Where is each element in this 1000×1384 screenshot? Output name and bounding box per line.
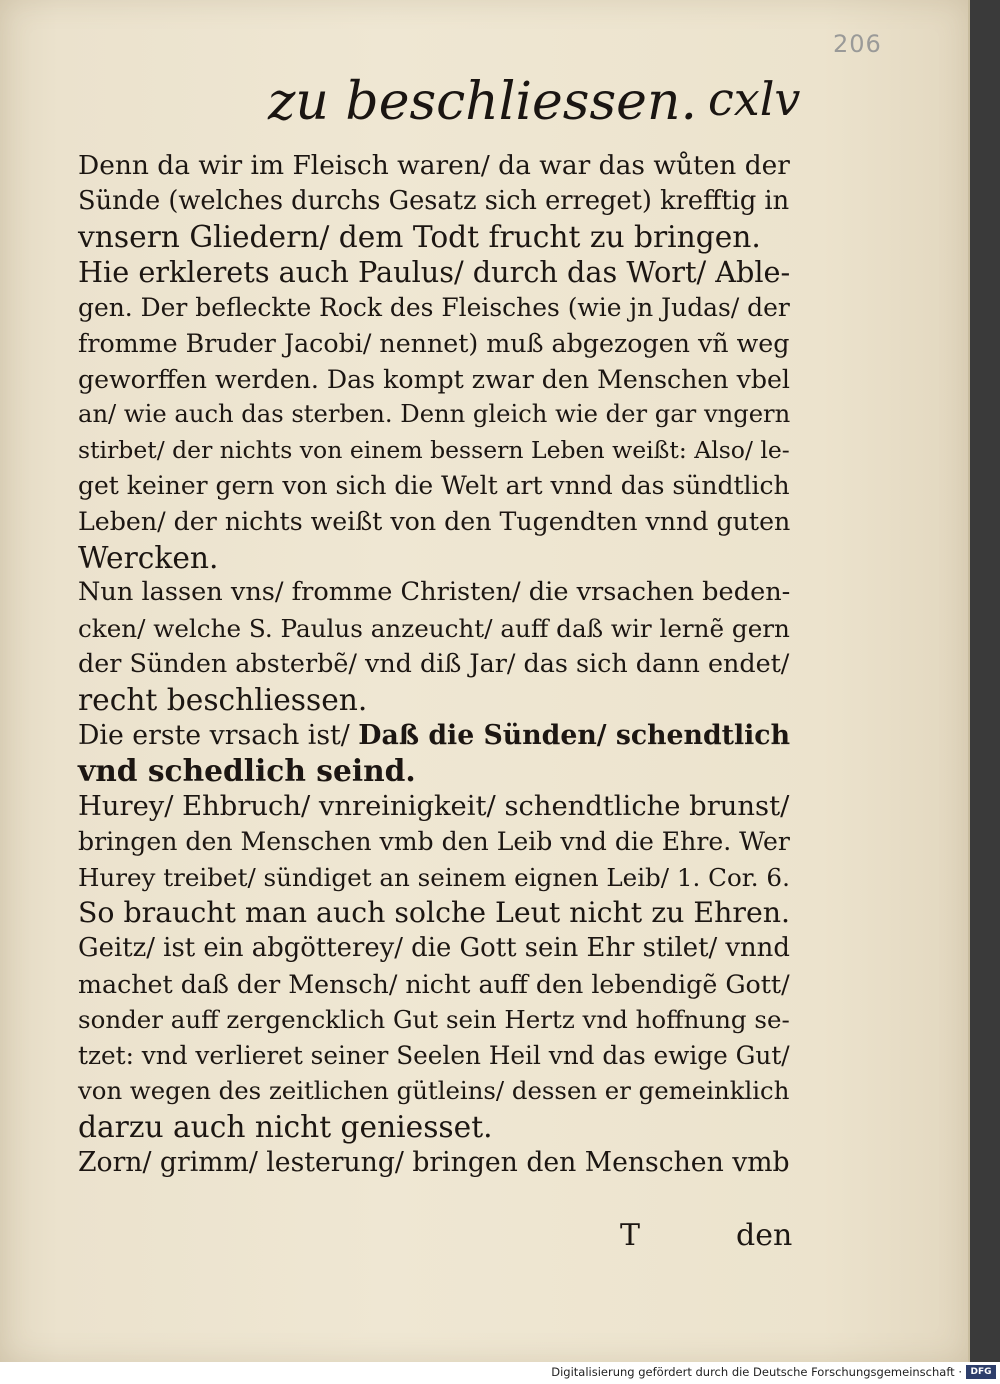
folio-number: cxlv (708, 72, 801, 126)
text-line (78, 1109, 798, 1145)
text-line (78, 646, 798, 682)
line-text: Leben/ der nichts weißt von den Tugendten vnnd guten (78, 506, 791, 536)
text-line (78, 611, 798, 647)
text-line (78, 1002, 798, 1038)
signature-mark: T (620, 1218, 641, 1253)
funding-credit: Digitalisierung gefördert durch die Deutsche Forschungsgemeinschaft · (551, 1365, 962, 1379)
text-line (78, 433, 798, 469)
line-text: sonder auff zergencklich Gut sein Hertz vnd hoffnung se- (78, 1005, 790, 1035)
text-line (78, 148, 798, 184)
text-line (78, 824, 798, 860)
line-text: So braucht man auch solche Leut nicht zu Ehren. (78, 896, 791, 930)
dfg-logo: DFG (966, 1365, 996, 1379)
line-text: der Sünden absterbẽ/ vnd diß Jar/ das sich dann endet/ (78, 648, 790, 679)
line-text: geworffen werden. Das kompt zwar den Menschen vbel (78, 364, 790, 394)
line-text: Hie erklerets auch Paulus/ durch das Wort/ Able- (78, 254, 791, 289)
text-line (78, 397, 798, 433)
catchword: den (736, 1218, 793, 1253)
text-line (78, 468, 798, 504)
line-text: Hurey treibet/ sündiget an seinem eignen Leib/ 1. Cor. 6. (78, 862, 790, 892)
line-text: Wercken. (78, 539, 219, 575)
text-line (78, 718, 798, 754)
text-line (78, 219, 798, 255)
line-text: recht beschliessen. (78, 681, 368, 717)
text-line (78, 931, 798, 967)
text-line (78, 895, 798, 931)
line-text: vnsern Gliedern/ dem Todt frucht zu bringen. (78, 219, 761, 255)
line-bold-text: vnd schedlich seind. (78, 753, 416, 789)
text-line (78, 860, 798, 896)
text-line (78, 967, 798, 1003)
text-line (78, 362, 798, 398)
line-text: Denn da wir im Fleisch waren/ da war das wůten der (78, 150, 790, 181)
text-line (78, 1145, 798, 1181)
text-line (78, 255, 798, 291)
line-text: fromme Bruder Jacobi/ nennet) muß abgezogen vñ weg (78, 328, 790, 358)
line-text: get keiner gern von sich die Welt art vnnd das sündtlich (78, 471, 790, 501)
line-text: cken/ welche S. Paulus anzeucht/ auff daß wir lernẽ gern (78, 613, 790, 643)
footer-bar (0, 1362, 1000, 1384)
line-text: Geitz/ ist ein abgötterey/ die Gott sein Ehr stilet/ vnnd (78, 933, 790, 964)
line-text: Sünde (welches durchs Gesatz sich erreget) krefftig in (78, 185, 790, 216)
line-text: tzet: vnd verlieret seiner Seelen Heil vnd das ewige Gut/ (78, 1040, 790, 1070)
text-line (78, 789, 798, 825)
text-line (78, 1038, 798, 1074)
line-bold-text: Daß die Sünden/ schendtlich (358, 719, 790, 751)
line-text: stirbet/ der nichts von einem bessern Leben weißt: Also/ le- (78, 435, 790, 464)
text-line (78, 1073, 798, 1109)
line-text: Hurey/ Ehbruch/ vnreinigkeit/ schendtliche brunst/ (78, 790, 790, 822)
line-text: Die erste vrsach ist/ (78, 719, 359, 751)
text-line (78, 682, 798, 718)
line-text: von wegen des zeitlichen gütleins/ dessen er gemeinklich (78, 1076, 790, 1106)
running-head: zu beschliessen. (268, 72, 697, 132)
text-line (78, 326, 798, 362)
line-text: darzu auch nicht geniesset. (78, 1109, 493, 1145)
text-line (78, 753, 798, 789)
line-text: an/ wie auch das sterben. Denn gleich wie der gar vngern (78, 400, 791, 429)
line-text: Nun lassen vns/ fromme Christen/ die vrsachen beden- (78, 577, 791, 608)
pencil-page-number: 206 (833, 30, 882, 58)
line-text: machet daß der Mensch/ nicht auff den lebendigẽ Gott/ (78, 969, 790, 999)
line-text: bringen den Menschen vmb den Leib vnd die Ehre. Wer (78, 827, 790, 857)
text-line (78, 540, 798, 576)
body-text (78, 148, 798, 1180)
line-text: gen. Der befleckte Rock des Fleisches (wie jn Judas/ der (78, 293, 790, 323)
text-line (78, 575, 798, 611)
text-line (78, 184, 798, 220)
text-line (78, 504, 798, 540)
text-line (78, 290, 798, 326)
line-text: Zorn/ grimm/ lesterung/ bringen den Menschen vmb (78, 1146, 790, 1178)
